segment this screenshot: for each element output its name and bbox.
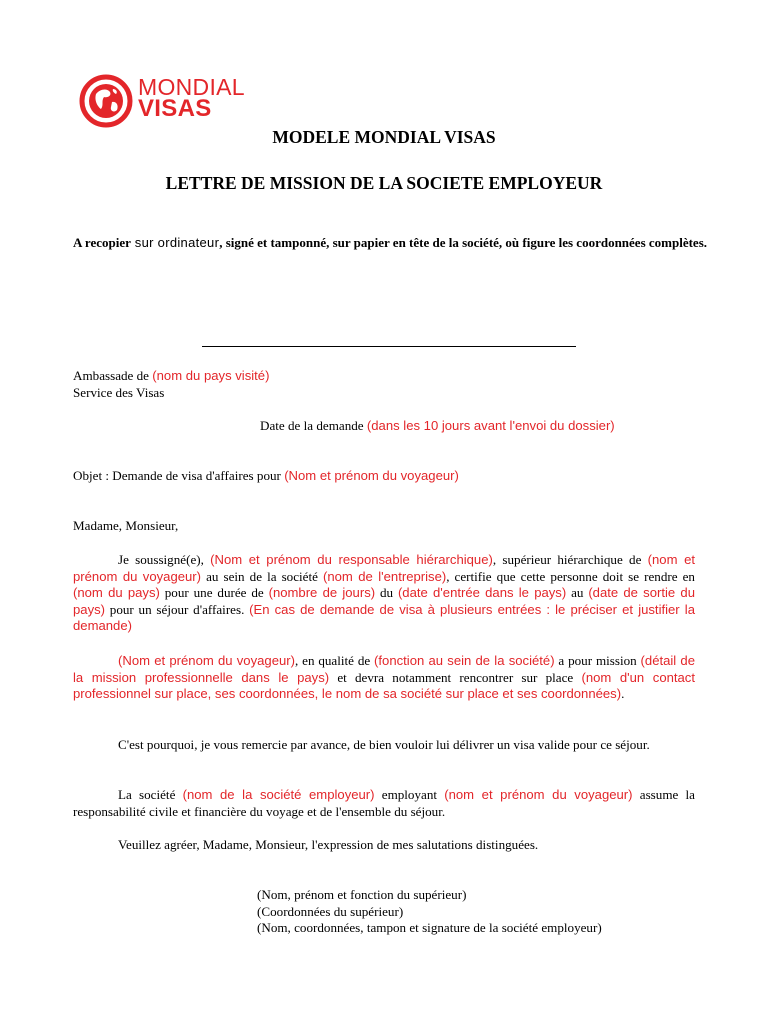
para2-field: (Nom et prénom du voyageur) xyxy=(118,653,295,668)
para1-text: pour un séjour d'affaires. xyxy=(105,601,250,617)
instructions-bold-1: A recopier xyxy=(72,235,131,250)
paragraph-4 xyxy=(73,787,695,820)
para1-field: (nom du pays) xyxy=(73,585,160,600)
paragraph-3 xyxy=(73,737,695,754)
ambassade-label: Ambassade de xyxy=(73,368,153,383)
para1-text: au xyxy=(566,585,589,600)
objet-label: Objet : Demande de visa d'affaires pour xyxy=(73,468,285,483)
paragraph-2 xyxy=(73,653,695,703)
para1-text: , supérieur hiérarchique de xyxy=(492,552,648,567)
para1-text: Je soussigné(e), xyxy=(118,552,211,567)
para1-field: (nom de l'entreprise) xyxy=(322,568,447,584)
para2-field: (détail de la mission professionnelle dans le pays) xyxy=(73,653,695,685)
salutation: Madame, Monsieur, xyxy=(73,518,179,533)
paragraph-1 xyxy=(73,552,695,635)
logo-text-line2: VISAS xyxy=(138,95,212,122)
objet-line xyxy=(73,468,695,485)
para1-field: (En cas de demande de visa à plusieurs entrées : le préciser et justifier la demande) xyxy=(73,601,695,633)
para3-text: C'est pourquoi, je vous remercie par avance, de bien vouloir lui délivrer un visa valide pour ce séjour. xyxy=(118,737,650,752)
instructions-plain: sur ordinateur xyxy=(130,235,220,250)
para1-text: au sein de la société xyxy=(201,568,323,584)
document-title: MODELE MONDIAL VISAS xyxy=(272,127,496,147)
ambassade-line xyxy=(73,368,695,385)
instructions xyxy=(70,234,710,251)
para2-text: . xyxy=(621,686,625,701)
service-line: Service des Visas xyxy=(73,384,165,400)
para1-text: , certifie que cette personne doit se rendre en xyxy=(446,568,695,584)
ambassade-field: (nom du pays visité) xyxy=(152,368,270,383)
para4-field: (nom et prénom du voyageur) xyxy=(444,787,633,802)
para1-field: (nom et prénom du voyageur) xyxy=(73,552,696,584)
para2-text: et devra notamment rencontrer sur place xyxy=(329,669,582,685)
instructions-bold-2: , signé et tamponné, sur papier en tête de la société, où figure les coordonnées complètes. xyxy=(219,235,708,250)
date-label: Date de la demande xyxy=(260,418,367,433)
header-divider xyxy=(202,346,576,347)
para1-field: (Nom et prénom du responsable hiérarchique) xyxy=(210,552,493,567)
para1-text: du xyxy=(375,585,398,600)
para1-field: (date de sortie du pays) xyxy=(73,585,695,617)
para1-field: (date d'entrée dans le pays) xyxy=(397,585,567,600)
closing-text: Veuillez agréer, Madame, Monsieur, l'expression de mes salutations distinguées. xyxy=(118,837,539,852)
para4-field: (nom de la société employeur) xyxy=(182,787,375,802)
signature-line-2: (Coordonnées du supérieur) xyxy=(257,903,404,919)
para4-text: assume la responsabilité civile et financière du voyage et de l'ensemble du séjour. xyxy=(73,787,695,819)
para4-text: La société xyxy=(118,787,183,802)
para4-text: employant xyxy=(374,787,445,802)
recipient-address xyxy=(73,368,695,401)
para2-field: (fonction au sein de la société) xyxy=(374,653,555,668)
date-line xyxy=(260,418,710,435)
mondial-visas-logo xyxy=(79,74,279,128)
para2-text: , en qualité de xyxy=(295,653,375,668)
objet-field: (Nom et prénom du voyageur) xyxy=(284,468,459,483)
para2-field: (nom d'un contact professionnel sur place, ses coordonnées, le nom de sa société sur place et ses coordonnées) xyxy=(73,669,695,701)
signature-line-3: (Nom, coordonnées, tampon et signature de la société employeur) xyxy=(257,920,602,935)
date-field: (dans les 10 jours avant l'envoi du dossier) xyxy=(366,418,615,433)
logo-text-line1: MONDIAL xyxy=(138,74,245,100)
signature-block xyxy=(257,887,697,937)
globe-icon xyxy=(79,74,133,128)
signature-line-1: (Nom, prénom et fonction du supérieur) xyxy=(257,887,467,902)
para1-text: pour une durée de xyxy=(159,585,269,600)
document-subtitle: LETTRE DE MISSION DE LA SOCIETE EMPLOYEUR xyxy=(165,173,603,193)
para2-text: a pour mission xyxy=(554,653,641,668)
closing-formula xyxy=(73,837,695,854)
para1-field: (nombre de jours) xyxy=(268,585,376,600)
